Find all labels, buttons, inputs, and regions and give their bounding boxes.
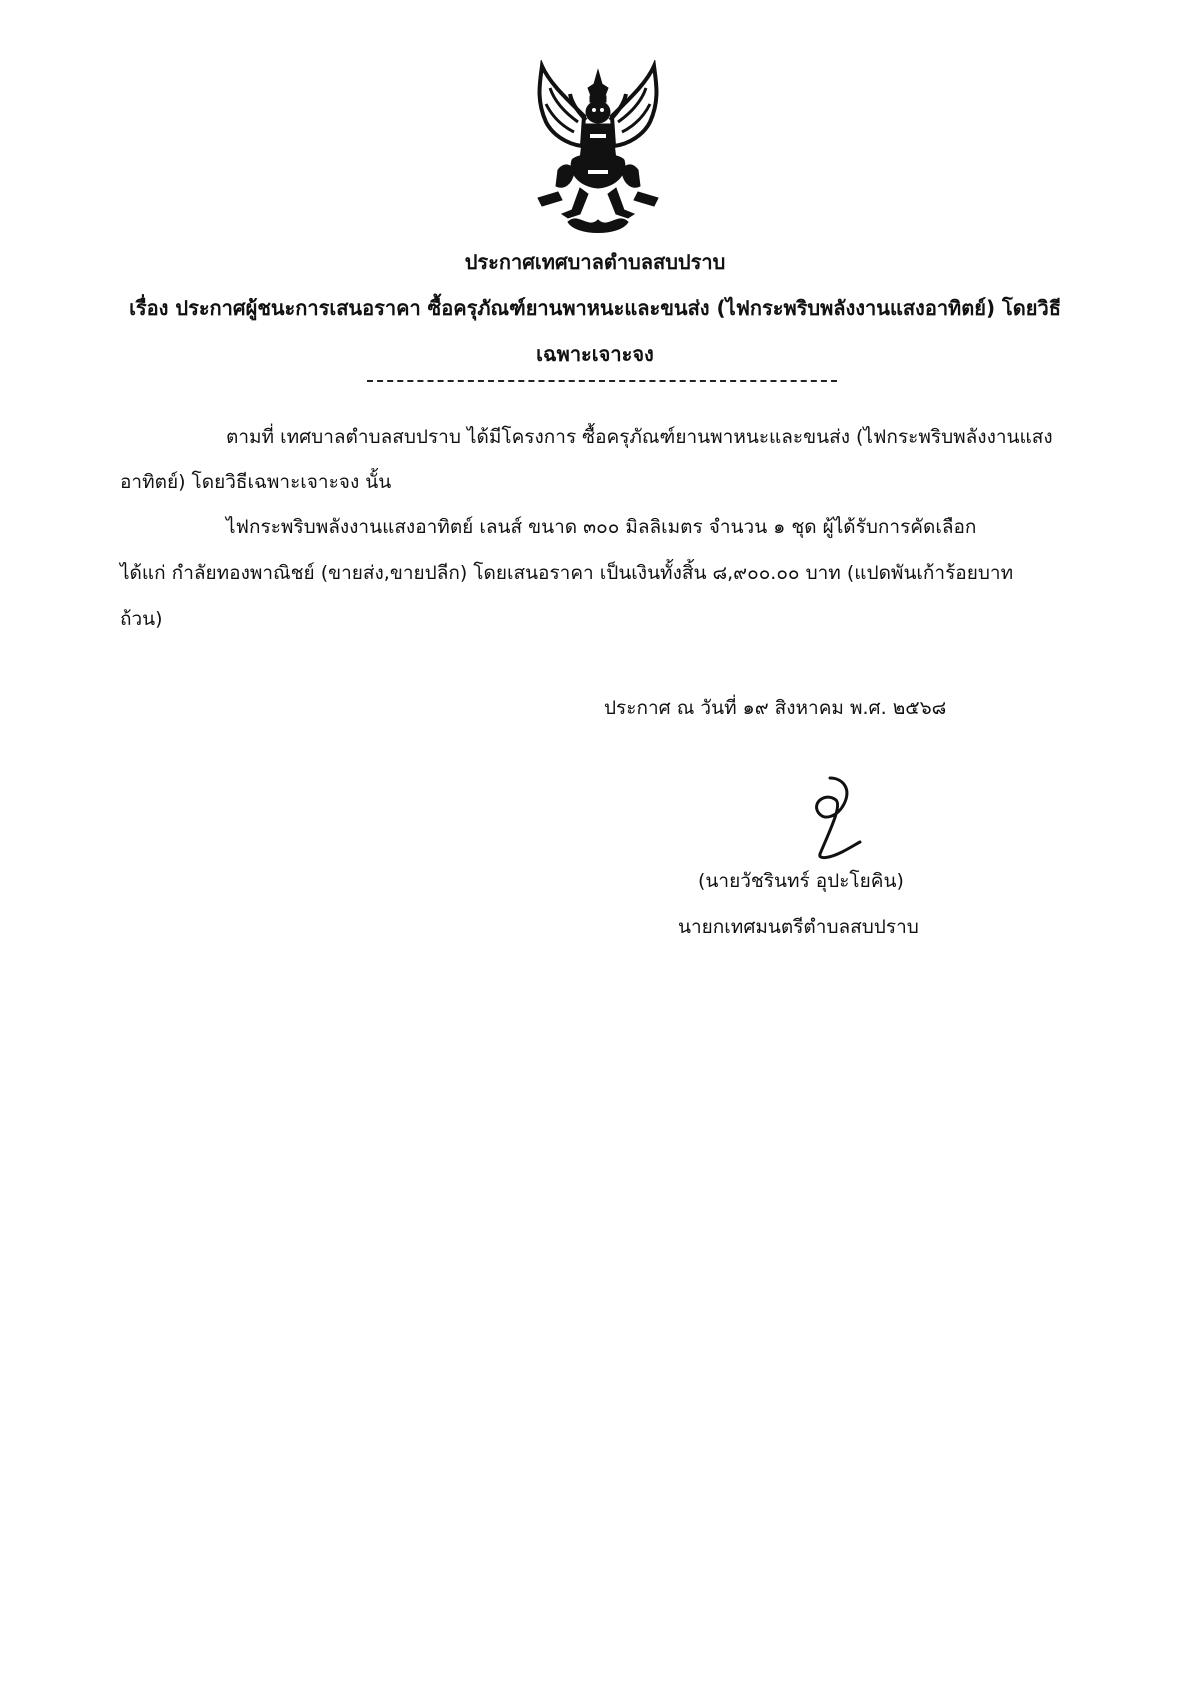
paragraph-1-line-2: อาทิตย์) โดยวิธีเฉพาะเจาะจง นั้น <box>120 471 392 493</box>
signer-title: นายกเทศมนตรีตำบลสบปราบ <box>678 916 919 938</box>
paragraph-2-line-3: ถ้วน) <box>120 608 163 630</box>
paragraph-2-line-1: ไฟกระพริบพลังงานแสงอาทิตย์ เลนส์ ขนาด ๓๐๐ มิลลิเมตร จำนวน ๑ ชุด ผู้ได้รับการคัดเลือก <box>226 516 977 538</box>
document-issuer: ประกาศเทศบาลตำบลสบปราบ <box>464 250 726 274</box>
title-divider <box>367 380 837 382</box>
signature-icon <box>790 772 880 868</box>
announcement-date: ประกาศ ณ วันที่ ๑๙ สิงหาคม พ.ศ. ๒๕๖๘ <box>604 697 947 719</box>
paragraph-2-line-2: ได้แก่ กำลัยทองพาณิชย์ (ขายส่ง,ขายปลีก) โดยเสนอราคา เป็นเงินทั้งสิ้น ๘,๙๐๐.๐๐ บาท (แปดพันเก้าร้อยบาท <box>120 562 1014 584</box>
document-subject-line-1: เรื่อง ประกาศผู้ชนะการเสนอราคา ซื้อครุภัณฑ์ยานพาหนะและขนส่ง (ไฟกระพริบพลังงานแสงอาทิตย์) โดยวิธี <box>129 296 1061 320</box>
paragraph-1-line-1: ตามที่ เทศบาลตำบลสบปราบ ได้มีโครงการ ซื้อครุภัณฑ์ยานพาหนะและขนส่ง (ไฟกระพริบพลังงานแสง <box>226 426 1053 448</box>
document-subject-line-2: เฉพาะเจาะจง <box>536 342 654 366</box>
garuda-emblem-icon <box>528 60 668 238</box>
signer-name: (นายวัชรินทร์ อุปะโยคิน) <box>698 870 904 892</box>
